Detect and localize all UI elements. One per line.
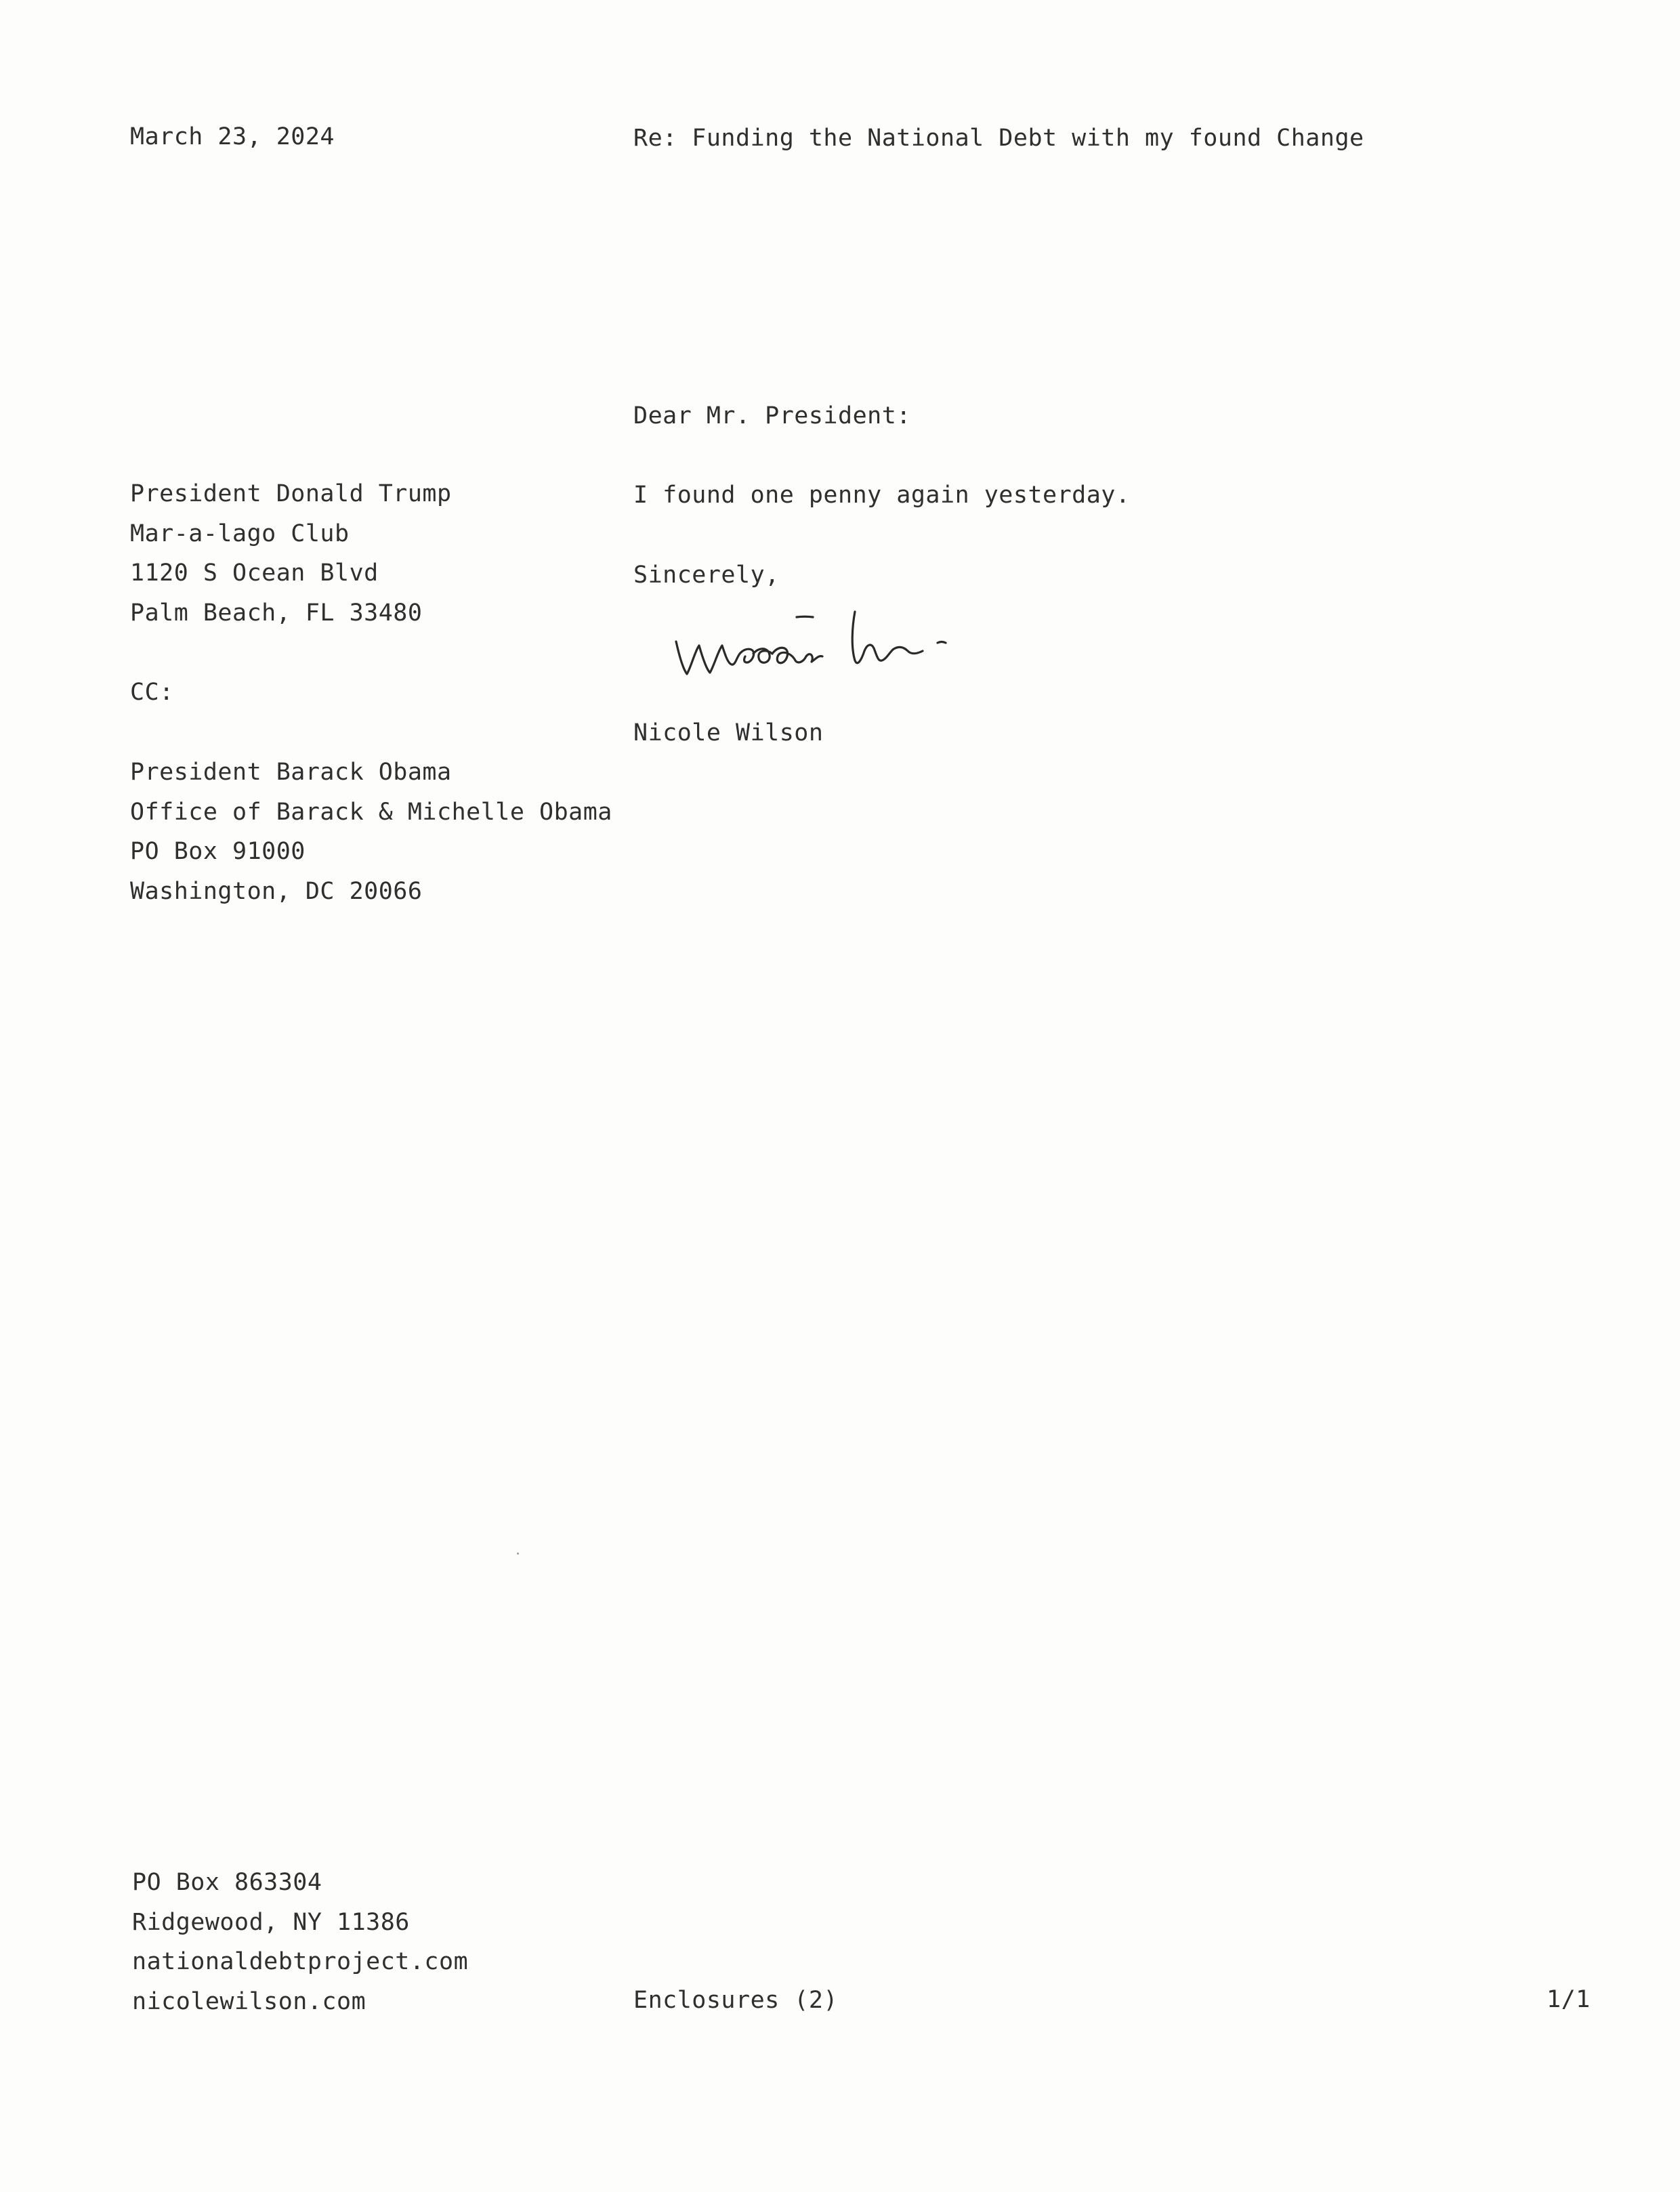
address-line: President Donald Trump [130, 480, 452, 507]
address-line: Palm Beach, FL 33480 [130, 599, 423, 627]
website-line: nationaldebtproject.com [132, 1948, 469, 1975]
letter-date: March 23, 2024 [130, 123, 335, 150]
recipient-address [130, 474, 452, 633]
letter-body: I found one penny again yesterday. [633, 482, 1131, 509]
address-line: Mar-a-lago Club [130, 520, 350, 547]
signer-name: Nicole Wilson [633, 719, 824, 746]
letter-subject: Re: Funding the National Debt with my found Change [633, 125, 1364, 152]
address-line: Office of Barack & Michelle Obama [130, 798, 612, 826]
address-line: Washington, DC 20066 [130, 877, 423, 905]
page-number: 1/1 [1547, 1986, 1591, 2013]
website-line: nicolewilson.com [132, 1987, 366, 2015]
sender-address [132, 1863, 468, 2021]
handwritten-signature [671, 606, 969, 694]
closing: Sincerely, [633, 562, 780, 589]
address-line: President Barack Obama [130, 759, 452, 786]
enclosures-note: Enclosures (2) [633, 1987, 839, 2014]
scan-speck [517, 1553, 519, 1555]
cc-address [130, 753, 612, 911]
address-line: Ridgewood, NY 11386 [132, 1908, 410, 1936]
cc-label: CC: [130, 679, 174, 706]
salutation: Dear Mr. President: [633, 402, 911, 429]
address-line: PO Box 91000 [130, 838, 306, 865]
address-line: PO Box 863304 [132, 1869, 322, 1896]
address-line: 1120 S Ocean Blvd [130, 560, 379, 587]
